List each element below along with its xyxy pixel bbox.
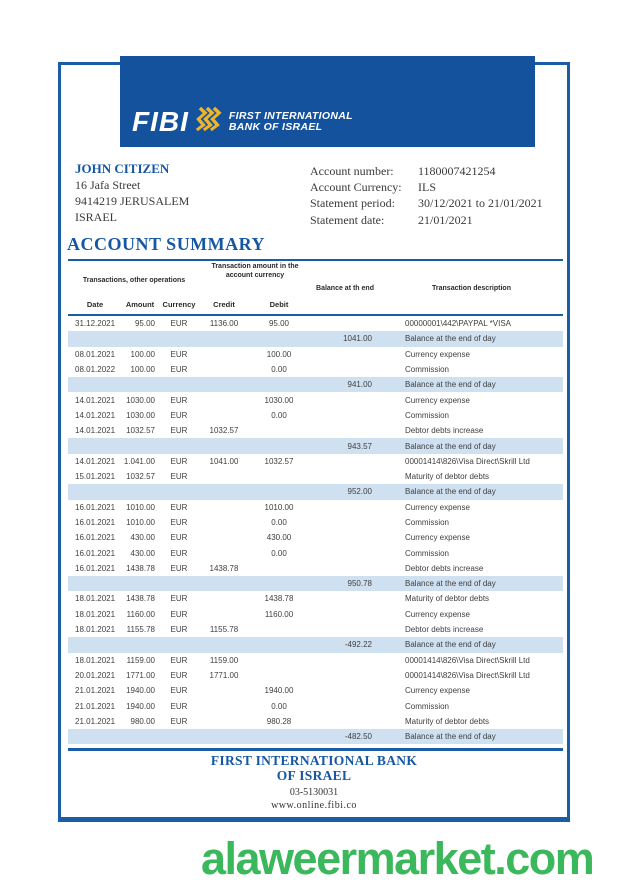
cell-balance: 952.00 [347, 487, 372, 497]
group-header-line2: account currency [225, 271, 285, 279]
detail-row-statement-period [310, 195, 543, 211]
fibi-zigzag-icon [194, 105, 225, 138]
cell-amount: 1438.78 [126, 594, 155, 604]
cell-amount: 1771.00 [126, 670, 155, 680]
column-header-amount: Amount [125, 299, 155, 309]
cell-currency: EUR [170, 533, 188, 543]
transaction-row [68, 408, 563, 423]
transaction-row [68, 316, 563, 331]
cell-currency: EUR [170, 472, 188, 482]
account-details-block [310, 163, 543, 228]
cell-currency: EUR [170, 609, 188, 619]
cell-description: Balance at the end of day [405, 579, 496, 589]
detail-label: Statement date: [310, 212, 385, 227]
cell-credit: 1032.57 [209, 426, 239, 436]
balance-row [68, 484, 563, 499]
cell-currency: EUR [170, 686, 188, 696]
cell-currency: EUR [170, 625, 188, 635]
cell-debit: 1438.78 [264, 594, 294, 604]
cell-description: Currency expense [405, 533, 470, 543]
balance-row [68, 377, 563, 392]
cell-debit: 95.00 [268, 319, 290, 329]
table-column-headers [68, 296, 563, 312]
cell-description: Currency expense [405, 502, 470, 512]
cell-description: Debtor debts increase [405, 625, 484, 635]
account-holder-name: JOHN CITIZEN [75, 161, 170, 176]
group-header-balance: Balance at th end [316, 284, 374, 292]
cell-date: 16.01.2021 [75, 548, 116, 558]
cell-currency: EUR [170, 456, 188, 466]
cell-credit: 1159.00 [209, 655, 239, 665]
column-header-currency: Currency [162, 299, 196, 309]
cell-debit: 430.00 [266, 533, 292, 543]
balance-row [68, 637, 563, 652]
transaction-row [68, 545, 563, 560]
cell-credit: 1771.00 [209, 670, 239, 680]
cell-description: Debtor debts increase [405, 426, 484, 436]
transaction-row [68, 683, 563, 698]
transaction-row [68, 530, 563, 545]
balance-row [68, 331, 563, 346]
cell-date: 21.01.2021 [75, 716, 116, 726]
cell-credit: 1136.00 [209, 319, 239, 329]
transaction-row [68, 347, 563, 362]
address-line: 16 Jafa Street [75, 178, 141, 192]
cell-credit: 1155.78 [209, 625, 239, 635]
cell-currency: EUR [170, 548, 188, 558]
section-title: ACCOUNT SUMMARY [67, 234, 266, 254]
column-header-date: Date [86, 299, 104, 309]
cell-description: Commission [405, 365, 450, 375]
cell-debit: 0.00 [271, 548, 287, 558]
cell-amount: 980.00 [130, 716, 155, 726]
cell-description: Balance at the end of day [405, 732, 496, 742]
cell-description: Balance at the end of day [405, 487, 496, 497]
cell-date: 18.01.2021 [75, 594, 116, 604]
transaction-row [68, 714, 563, 729]
cell-date: 16.01.2021 [75, 518, 116, 527]
group-header-amount-in-currency [200, 261, 310, 280]
cell-description: Maturity of debtor debts [405, 716, 490, 726]
cell-amount: 1940.00 [126, 701, 155, 711]
cell-description: Debtor debts increase [405, 563, 484, 573]
cell-description: Maturity of debtor debts [405, 594, 490, 604]
cell-date: 15.01.2021 [75, 472, 116, 482]
cell-currency: EUR [170, 655, 188, 665]
fibi-logo-text: FIBI [132, 105, 189, 137]
cell-description: Balance at the end of day [405, 334, 496, 344]
footer-bank-name-line2: OF ISRAEL [276, 768, 352, 783]
bank-name-line2: BANK OF ISRAEL [228, 120, 323, 133]
transaction-row [68, 668, 563, 683]
footer-phone: 03-5130031 [289, 787, 339, 798]
group-header-transactions: Transactions, other operations [82, 277, 186, 285]
cell-debit: 1010.00 [264, 502, 294, 512]
cell-debit: 1030.00 [264, 395, 294, 405]
cell-description: Balance at the end of day [405, 441, 496, 451]
cell-description: 00000001\442\PAYPAL *VISA [405, 319, 512, 329]
cell-debit: 100.00 [266, 349, 292, 359]
cell-date: 08.01.2022 [75, 365, 116, 375]
cell-description: 00001414\826\Visa Direct\Skrill Ltd [405, 670, 530, 680]
cell-description: 00001414\826\Visa Direct\Skrill Ltd [405, 456, 530, 466]
cell-currency: EUR [170, 563, 188, 573]
cell-amount: 1010.00 [126, 502, 155, 512]
cell-balance: -482.50 [344, 732, 372, 742]
address-line: ISRAEL [75, 210, 117, 224]
cell-amount: 1155.78 [126, 625, 155, 635]
table-group-headers [68, 261, 563, 296]
bank-logo [132, 105, 353, 138]
cell-debit: 0.00 [271, 518, 287, 527]
cell-currency: EUR [170, 410, 188, 420]
cell-date: 20.01.2021 [75, 670, 116, 680]
detail-label: Account number: [310, 164, 394, 178]
cell-amount: 95.00 [134, 319, 155, 329]
cell-currency: EUR [170, 716, 188, 726]
cell-description: Currency expense [405, 349, 470, 359]
transaction-row [68, 362, 563, 377]
cell-currency: EUR [170, 365, 188, 375]
cell-amount: 1010.00 [126, 518, 155, 527]
footer-block [61, 753, 567, 812]
balance-row [68, 438, 563, 453]
cell-date: 16.01.2021 [75, 533, 116, 543]
cell-currency: EUR [170, 319, 188, 329]
transaction-row [68, 392, 563, 407]
cell-amount: 430.00 [130, 548, 155, 558]
transaction-row [68, 469, 563, 484]
cell-amount: 1030.00 [126, 410, 155, 420]
cell-date: 14.01.2021 [75, 456, 116, 466]
cell-date: 18.01.2021 [75, 625, 116, 635]
detail-value: ILS [418, 180, 436, 195]
balance-row [68, 576, 563, 591]
cell-date: 18.01.2021 [75, 609, 116, 619]
cell-credit: 1438.78 [209, 563, 239, 573]
cell-amount: 1032.57 [126, 472, 155, 482]
cell-debit: 1940.00 [264, 686, 294, 696]
transaction-row [68, 607, 563, 622]
cell-date: 14.01.2021 [75, 426, 116, 436]
table-bottom-divider [68, 748, 563, 751]
cell-date: 16.01.2021 [75, 502, 116, 512]
detail-value: 30/12/2021 to 21/01/2021 [418, 196, 543, 211]
cell-credit: 1041.00 [209, 456, 239, 466]
cell-amount: 1940.00 [126, 686, 155, 696]
transactions-table [68, 261, 563, 751]
cell-debit: 0.00 [271, 410, 287, 420]
cell-date: 16.01.2021 [75, 563, 116, 573]
transaction-row [68, 454, 563, 469]
cell-date: 18.01.2021 [75, 655, 116, 665]
cell-currency: EUR [170, 426, 188, 436]
transaction-row [68, 515, 563, 530]
cell-date: 08.01.2021 [75, 349, 116, 359]
account-holder-block [75, 161, 189, 225]
cell-amount: 1.041.00 [123, 456, 155, 466]
transaction-row [68, 653, 563, 668]
transaction-row [68, 500, 563, 515]
cell-description: 00001414\826\Visa Direct\Skrill Ltd [405, 655, 530, 665]
cell-amount: 1030.00 [126, 395, 155, 405]
transaction-row [68, 698, 563, 713]
footer-bank-name-line1: FIRST INTERNATIONAL BANK [210, 753, 418, 768]
cell-amount: 100.00 [130, 365, 155, 375]
transaction-row [68, 423, 563, 438]
cell-date: 14.01.2021 [75, 395, 116, 405]
cell-balance: -492.22 [344, 640, 372, 650]
transaction-row [68, 561, 563, 576]
cell-amount: 1160.00 [126, 609, 155, 619]
column-header-credit: Credit [213, 299, 235, 309]
detail-row-account-currency [310, 179, 543, 195]
cell-description: Currency expense [405, 686, 470, 696]
cell-currency: EUR [170, 502, 188, 512]
transaction-row [68, 622, 563, 637]
cell-amount: 100.00 [130, 349, 155, 359]
cell-date: 21.01.2021 [75, 686, 116, 696]
cell-description: Commission [405, 548, 450, 558]
detail-value: 21/01/2021 [418, 212, 473, 227]
cell-balance: 943.57 [347, 441, 372, 451]
detail-row-account-number [310, 163, 543, 179]
cell-debit: 980.28 [266, 716, 292, 726]
cell-currency: EUR [170, 594, 188, 604]
cell-description: Balance at the end of day [405, 380, 496, 390]
cell-date: 31.12.2021 [75, 319, 116, 329]
detail-value: 1180007421254 [418, 164, 496, 178]
cell-date: 14.01.2021 [75, 410, 116, 420]
footer-website: www.online.fibi.co [271, 800, 357, 811]
cell-description: Commission [405, 518, 450, 527]
detail-row-statement-date [310, 212, 543, 228]
transaction-row [68, 591, 563, 606]
bank-name-text [229, 111, 353, 133]
cell-amount: 1032.57 [126, 426, 155, 436]
cell-amount: 1438.78 [126, 563, 155, 573]
watermark-text: alaweermarket.com [201, 833, 594, 884]
address-line: 9414219 JERUSALEM [75, 194, 190, 208]
column-header-debit: Debit [269, 299, 289, 309]
cell-description: Commission [405, 410, 450, 420]
cell-amount: 430.00 [130, 533, 155, 543]
balance-row [68, 729, 563, 744]
cell-currency: EUR [170, 701, 188, 711]
cell-currency: EUR [170, 518, 188, 527]
detail-label: Statement period: [310, 196, 395, 211]
bank-header-banner [120, 56, 535, 147]
cell-currency: EUR [170, 670, 188, 680]
detail-label: Account Currency: [310, 180, 402, 195]
cell-date: 21.01.2021 [75, 701, 116, 711]
cell-debit: 1032.57 [264, 456, 294, 466]
group-header-description: Transaction description [432, 284, 511, 292]
cell-currency: EUR [170, 349, 188, 359]
cell-description: Balance at the end of day [405, 640, 496, 650]
transactions-body [68, 316, 563, 744]
cell-balance: 1041.00 [343, 334, 372, 344]
cell-balance: 950.78 [347, 579, 372, 589]
bank-name-line1: FIRST INTERNATIONAL [228, 109, 353, 122]
cell-description: Maturity of debtor debts [405, 472, 490, 482]
cell-balance: 941.00 [347, 380, 372, 390]
cell-debit: 0.00 [271, 701, 287, 711]
cell-amount: 1159.00 [126, 655, 155, 665]
cell-description: Commission [405, 701, 450, 711]
cell-debit: 0.00 [271, 365, 287, 375]
group-header-line1: Transaction amount in the [211, 263, 299, 270]
cell-description: Currency expense [405, 395, 470, 405]
cell-currency: EUR [170, 395, 188, 405]
cell-description: Currency expense [405, 609, 470, 619]
cell-debit: 1160.00 [264, 609, 294, 619]
